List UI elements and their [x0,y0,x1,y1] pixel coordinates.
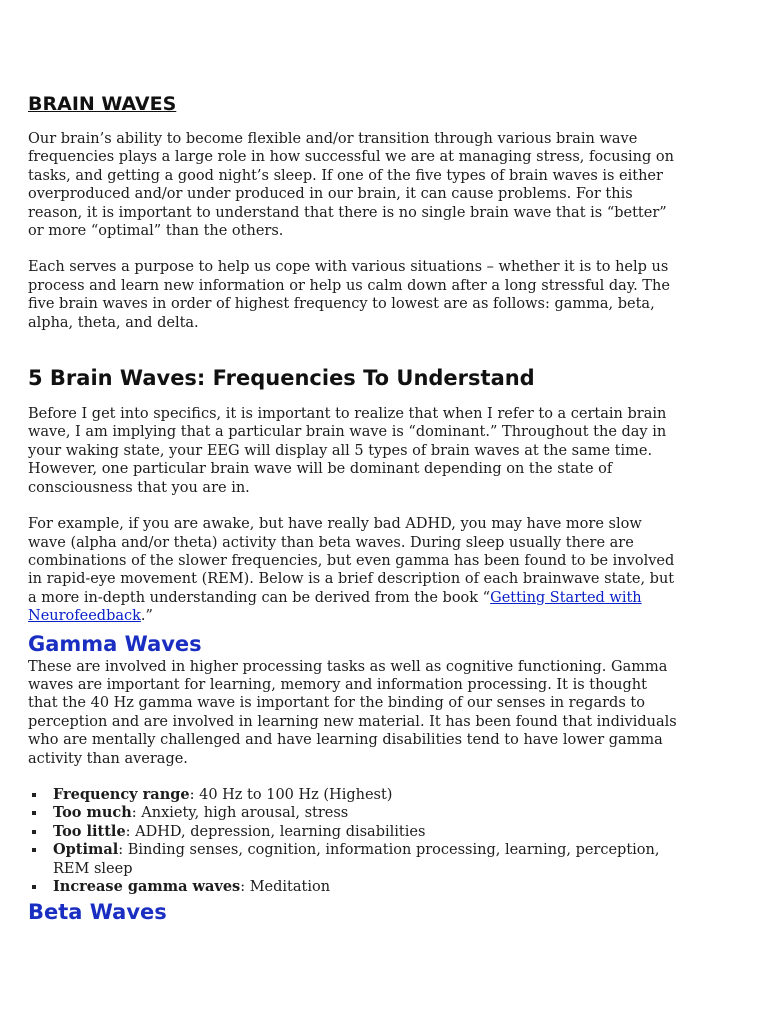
document-content [28,93,678,924]
list-item-label: Optimal [53,841,119,859]
list-item-label: Increase gamma waves [53,878,241,895]
list-item-label: Too much [53,804,132,822]
list-item-text: : Meditation [240,879,331,895]
bullet-icon [32,885,36,889]
heading-brain-waves: BRAIN WAVES [28,93,177,115]
frequencies-paragraph-1: Before I get into specifics, it is important to realize that when I refer to a certain brain wave, I am implying that a particular brain wave is “dominant.” Throughout the day in your waking state, your EEG will display all 5 types of brain waves at the same time. However, one particular brain wave will be dominant depending on the state of consciousness that you are in. [28,406,667,496]
frequencies-paragraph-2-text: For example, if you are awake, but have really bad ADHD, you may have more slow wave (alpha and/or theta) activity than beta waves. During sleep usually there are combinations of the slower frequencies, but even gamma has been found to be involved in rapid-eye movement (REM). Below is a brief description of each brainwave state, but a more in-depth understanding can be derived from the book “ [28,516,675,606]
gamma-paragraph: These are involved in higher processing tasks as well as cognitive functioning. Gamma waves are important for learning, memory and information processing. It is thought that the 40 Hz gamma wave is important for the binding of our senses in regards to perception and are involved in learning new material. It has been found that individuals who are mentally challenged and have learning disabilities tend to have lower gamma activity than average. [28,658,677,767]
list-item-text: : Binding senses, cognition, information processing, learning, perception, REM sleep [53,842,660,877]
intro-paragraph-2: Each serves a purpose to help us cope with various situations – whether it is to help us process and learn new information or help us calm down after a long stressful day. The five brain waves in order of highest frequency to lowest are as follows: gamma, beta, alpha, theta, and delta. [28,259,670,331]
list-item-label: Frequency range [53,785,190,803]
gamma-list [28,786,678,896]
list-item [28,804,678,822]
frequencies-paragraph-2 [28,515,678,625]
list-item-text: : ADHD, depression, learning disabilities [125,823,426,840]
list-item-text: : Anxiety, high arousal, stress [131,805,349,822]
frequencies-paragraph-2-end: .” [140,608,153,625]
list-item-text: : 40 Hz to 100 Hz (Highest) [189,786,393,803]
bullet-icon [32,830,36,834]
heading-beta-waves: Beta Waves [28,900,167,925]
list-item [28,841,678,878]
list-item [28,878,678,896]
list-item [28,786,678,804]
bullet-icon [32,793,36,797]
book-link[interactable]: Getting Started with Neurofeedback [28,589,642,625]
bullet-icon [32,848,36,852]
list-item [28,823,678,841]
heading-gamma-waves: Gamma Waves [28,631,202,656]
bullet-icon [32,811,36,815]
list-item-label: Too little [53,822,126,840]
heading-frequencies: 5 Brain Waves: Frequencies To Understand [28,366,535,391]
intro-paragraph-1: Our brain’s ability to become flexible and/or transition through various brain wave frequencies plays a large role in how successful we are at managing stress, focusing on tasks, and getting a good night’s sleep. If one of the five types of brain waves is either overproduced and/or under produced in our brain, it can cause problems. For this reason, it is important to understand that there is no single brain wave that is “better” or more “optimal” than the others. [28,131,674,240]
